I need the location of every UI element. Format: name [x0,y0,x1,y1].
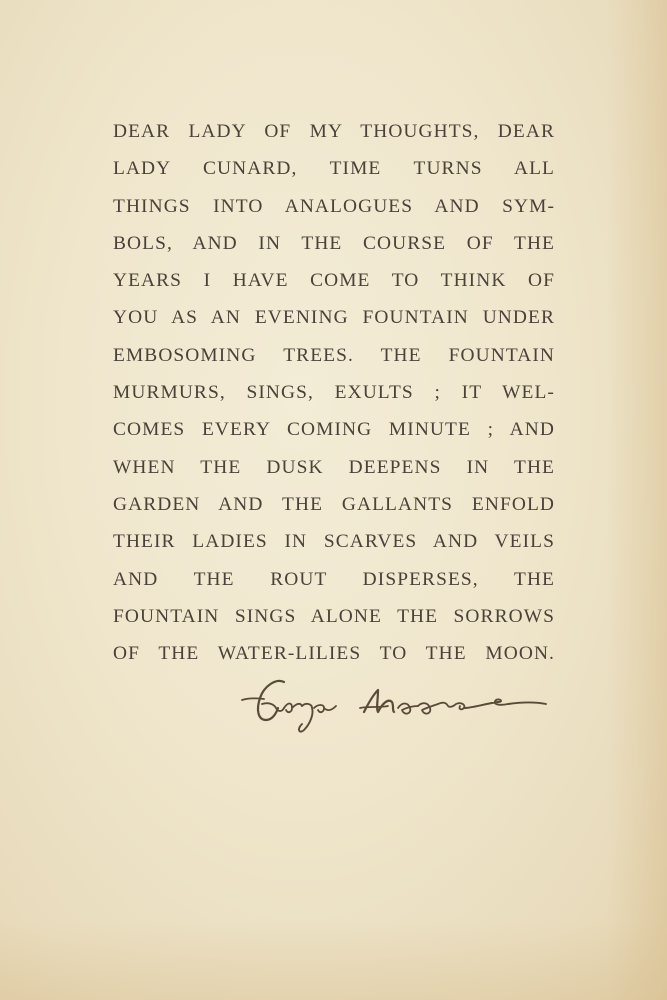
dedication-line: THINGS INTO ANALOGUES AND SYM- [113,195,555,217]
dedication-line: LADY CUNARD, TIME TURNS ALL [113,158,555,180]
page-bottom-shading [0,920,667,1000]
dedication-line: EMBOSOMING TREES. THE FOUNTAIN [113,344,555,366]
dedication-line: YEARS I HAVE COME TO THINK OF [113,270,555,292]
dedication-line: AND THE ROUT DISPERSES, THE [113,568,555,590]
dedication-line: COMES EVERY COMING MINUTE ; AND [113,419,555,441]
dedication-line: OF THE WATER-LILIES TO THE MOON. [113,643,555,665]
dedication-line: GARDEN AND THE GALLANTS ENFOLD [113,493,555,515]
dedication-line: THEIR LADIES IN SCARVES AND VEILS [113,531,555,553]
dedication-line: BOLS, AND IN THE COURSE OF THE [113,232,555,254]
dedication-line: DEAR LADY OF MY THOUGHTS, DEAR [113,121,555,142]
dedication-line: MURMURS, SINGS, EXULTS ; IT WEL- [113,382,555,404]
dedication-line: YOU AS AN EVENING FOUNTAIN UNDER [113,307,555,329]
signature-strokes [242,681,546,732]
dedication-line: FOUNTAIN SINGS ALONE THE SORROWS [113,605,555,627]
page-edge-shading [607,0,667,1000]
handwritten-signature [228,668,558,738]
dedication-text [113,113,555,672]
dedication-line: WHEN THE DUSK DEEPENS IN THE [113,456,555,478]
signature-icon [228,668,558,738]
